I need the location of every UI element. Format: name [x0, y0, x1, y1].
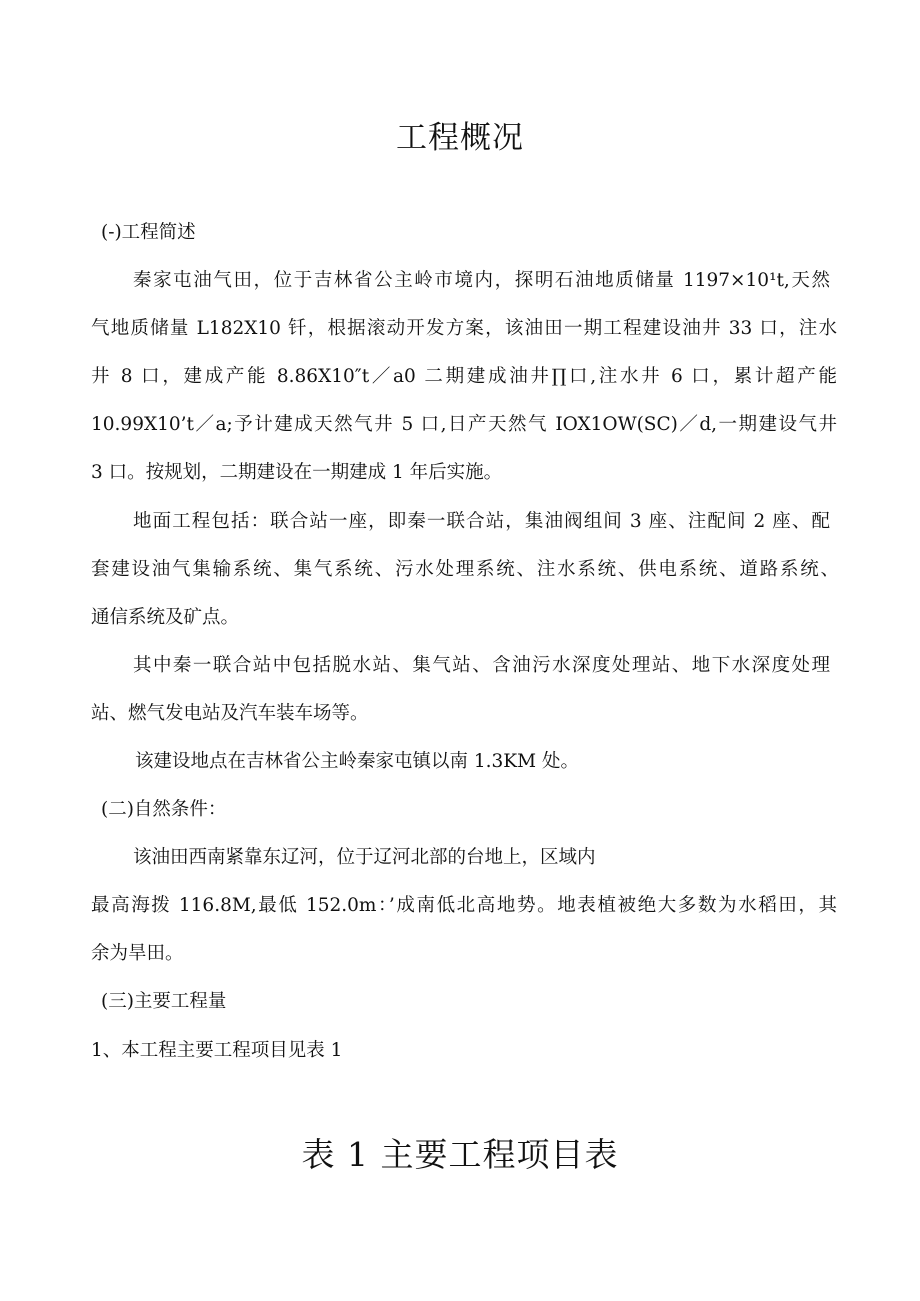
- paragraph-line: 站、燃气发电站及汽车装车场等。: [91, 703, 369, 724]
- table-title: 表 1 主要工程项目表: [301, 1135, 619, 1174]
- section-heading-overview: (-)工程简述: [101, 222, 196, 243]
- paragraph-line: 3 口。按规划，二期建设在一期建成 1 年后实施。: [91, 462, 503, 483]
- paragraph-line: 气地质储量 L182X10 钎，根据滚动开发方案，该油田一期工程建设油井 33 口，注水: [91, 318, 837, 339]
- paragraph-line: 余为旱田。: [91, 943, 184, 964]
- paragraph-line: 井 8 口，建成产能 8.86X10″t／a0 二期建成油井∏口,注水井 6 口，累计超产能: [91, 366, 837, 387]
- paragraph-line: 该油田西南紧靠东辽河，位于辽河北部的台地上，区域内: [133, 847, 596, 868]
- paragraph-line: 地面工程包括：联合站一座，即秦一联合站，集油阀组间 3 座、注配间 2 座、配: [133, 511, 830, 532]
- section-heading-main-quantities: (三)主要工程量: [101, 991, 227, 1012]
- paragraph-line: 最高海拨 116.8M,最低 152.0m：’成南低北高地势。地表植被绝大多数为水稻田，其: [91, 895, 837, 916]
- list-item: 1、本工程主要工程项目见表 1: [91, 1040, 343, 1061]
- page-title: 工程概况: [396, 120, 524, 156]
- paragraph-line: 秦家屯油气田，位于吉林省公主岭市境内，探明石油地质储量 1197×10¹t,天然: [133, 270, 830, 291]
- section-heading-natural-conditions: (二)自然条件：: [101, 799, 227, 820]
- paragraph-line: 其中秦一联合站中包括脱水站、集气站、含油污水深度处理站、地下水深度处理: [133, 655, 830, 676]
- paragraph-line: 套建设油气集输系统、集气系统、污水处理系统、注水系统、供电系统、道路系统、: [91, 559, 839, 580]
- paragraph-line: 该建设地点在吉林省公主岭秦家屯镇以南 1.3KM 处。: [135, 751, 579, 772]
- paragraph-line: 通信系统及矿点。: [91, 607, 240, 628]
- paragraph-line: 10.99X10’t／a;予计建成天然气井 5 口,日产天然气 IOX1OW(SC)／d,一期建设气井: [91, 414, 837, 435]
